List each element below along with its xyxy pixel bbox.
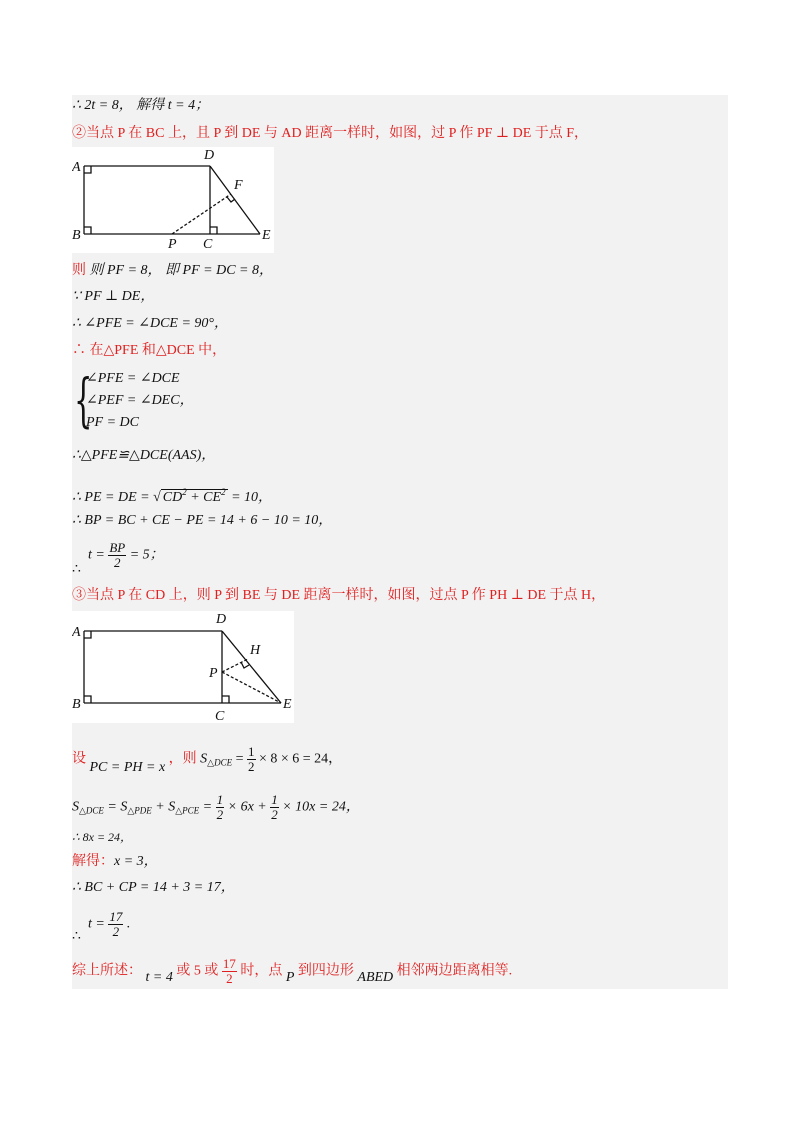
therefore-1: ∴	[72, 562, 81, 577]
right-angle-A	[84, 166, 91, 173]
fraction-half-b: $\frac{1}{2}$	[271, 792, 278, 822]
fraction-bp-2: $\frac{BP}{2}$	[109, 540, 126, 570]
line-pf-8: 则 则 PF = 8， 即 PF = DC = 8，	[72, 263, 273, 278]
fraction-17-2: $\frac{17}{2}$	[109, 909, 123, 939]
label-C: C	[203, 237, 213, 252]
line-bc-cp: ∴ BC + CP = 14 + 3 = 17，	[72, 880, 235, 895]
fraction-17-2-summary: $\frac{17}{2}$	[222, 956, 236, 986]
fraction-half-a: $\frac{1}{2}$	[216, 792, 224, 822]
therefore-2: ∴	[72, 929, 81, 944]
label-C: C	[215, 709, 225, 723]
summary-line: 综上所述： t = 4 或 5 或 $\frac{17}{2}$ 时，点 P 到四边形 ABED 相邻两边距离相等.	[72, 956, 513, 986]
label-P: P	[209, 666, 218, 681]
label-E: E	[262, 228, 271, 243]
system-line-3: PF = DC	[86, 415, 139, 430]
segment-PF-dashed	[172, 194, 231, 234]
label-B: B	[72, 697, 81, 712]
label-A: A	[72, 625, 81, 640]
line-let-x: 设 PC = PH = x ，则 $S_{\triangle DCE}$ = $\frac{1}{2}$ × 8 × 6 = 24，	[72, 744, 343, 775]
line-pe-de: ∴ PE = DE = √ $CD^2 + CE^2 = 10$，	[72, 487, 273, 505]
right-angle-B	[84, 227, 91, 234]
line-t-5: t = $\frac{BP}{2}$ = 5；	[88, 540, 164, 570]
label-D: D	[216, 612, 227, 627]
line-bp: ∴ BP = BC + CE − PE = 14 + 6 − 10 = 10，	[72, 513, 333, 528]
system-line-1: ∠PFE = ∠DCE	[86, 371, 180, 386]
label-A: A	[72, 160, 81, 175]
line-solve-x: 解得：x = 3，	[72, 854, 158, 869]
label-B: B	[72, 228, 81, 243]
segment-PE-dashed	[222, 672, 281, 703]
line-8x-24: ∴ 8x = 24，	[72, 830, 133, 844]
figure-case3	[72, 611, 294, 723]
fraction-half: $\frac{1}{2}$	[248, 744, 255, 774]
segment-PH-dashed	[222, 659, 248, 672]
right-angle-C	[222, 696, 229, 703]
right-angle-C	[210, 227, 217, 234]
segment-DE	[210, 166, 260, 234]
figure-case2	[72, 147, 274, 253]
line-pf-perp: ∵ PF ⊥ DE，	[72, 289, 155, 304]
solution-sheet	[72, 95, 728, 989]
figure-case2-svg	[72, 147, 274, 253]
case2-title: ②当点 P 在 BC 上，且 P 到 DE 与 AD 距离一样时，如图，过 P 作 PF ⊥ DE 于点 F，	[72, 126, 589, 141]
line-t-17-2: t = $\frac{17}{2}$ .	[88, 909, 131, 939]
label-P: P	[168, 237, 177, 252]
line-congruent: ∴△PFE≌△DCE(AAS)，	[72, 448, 216, 463]
line-solve-t4: ∴ 2t = 8， 解得 t = 4；	[72, 98, 210, 113]
line-in-triangles: ∴ 在△PFE 和△DCE 中，	[72, 343, 227, 358]
system-line-2: ∠PEF = ∠DEC，	[86, 393, 194, 408]
label-E: E	[283, 697, 292, 712]
right-angle-B	[84, 696, 91, 703]
system-brace: {	[74, 366, 93, 434]
right-angle-A	[84, 631, 91, 638]
label-D: D	[204, 148, 215, 163]
line-area-sum: $S_{\triangle DCE} = S_{\triangle PDE} + S_{\triangle PCE}$ = $\frac{1}{2}$ × 6x + $\frac{1}{2}$ × 10x = 24，	[72, 792, 360, 822]
label-H: H	[250, 643, 261, 658]
figure-case3-svg	[72, 611, 294, 723]
case3-title: ③当点 P 在 CD 上，则 P 到 BE 与 DE 距离一样时，如图，过点 P 作 PH ⊥ DE 于点 H，	[72, 588, 606, 603]
label-F: F	[234, 178, 243, 193]
line-angles-90: ∴ ∠PFE = ∠DCE = 90°，	[72, 316, 229, 331]
